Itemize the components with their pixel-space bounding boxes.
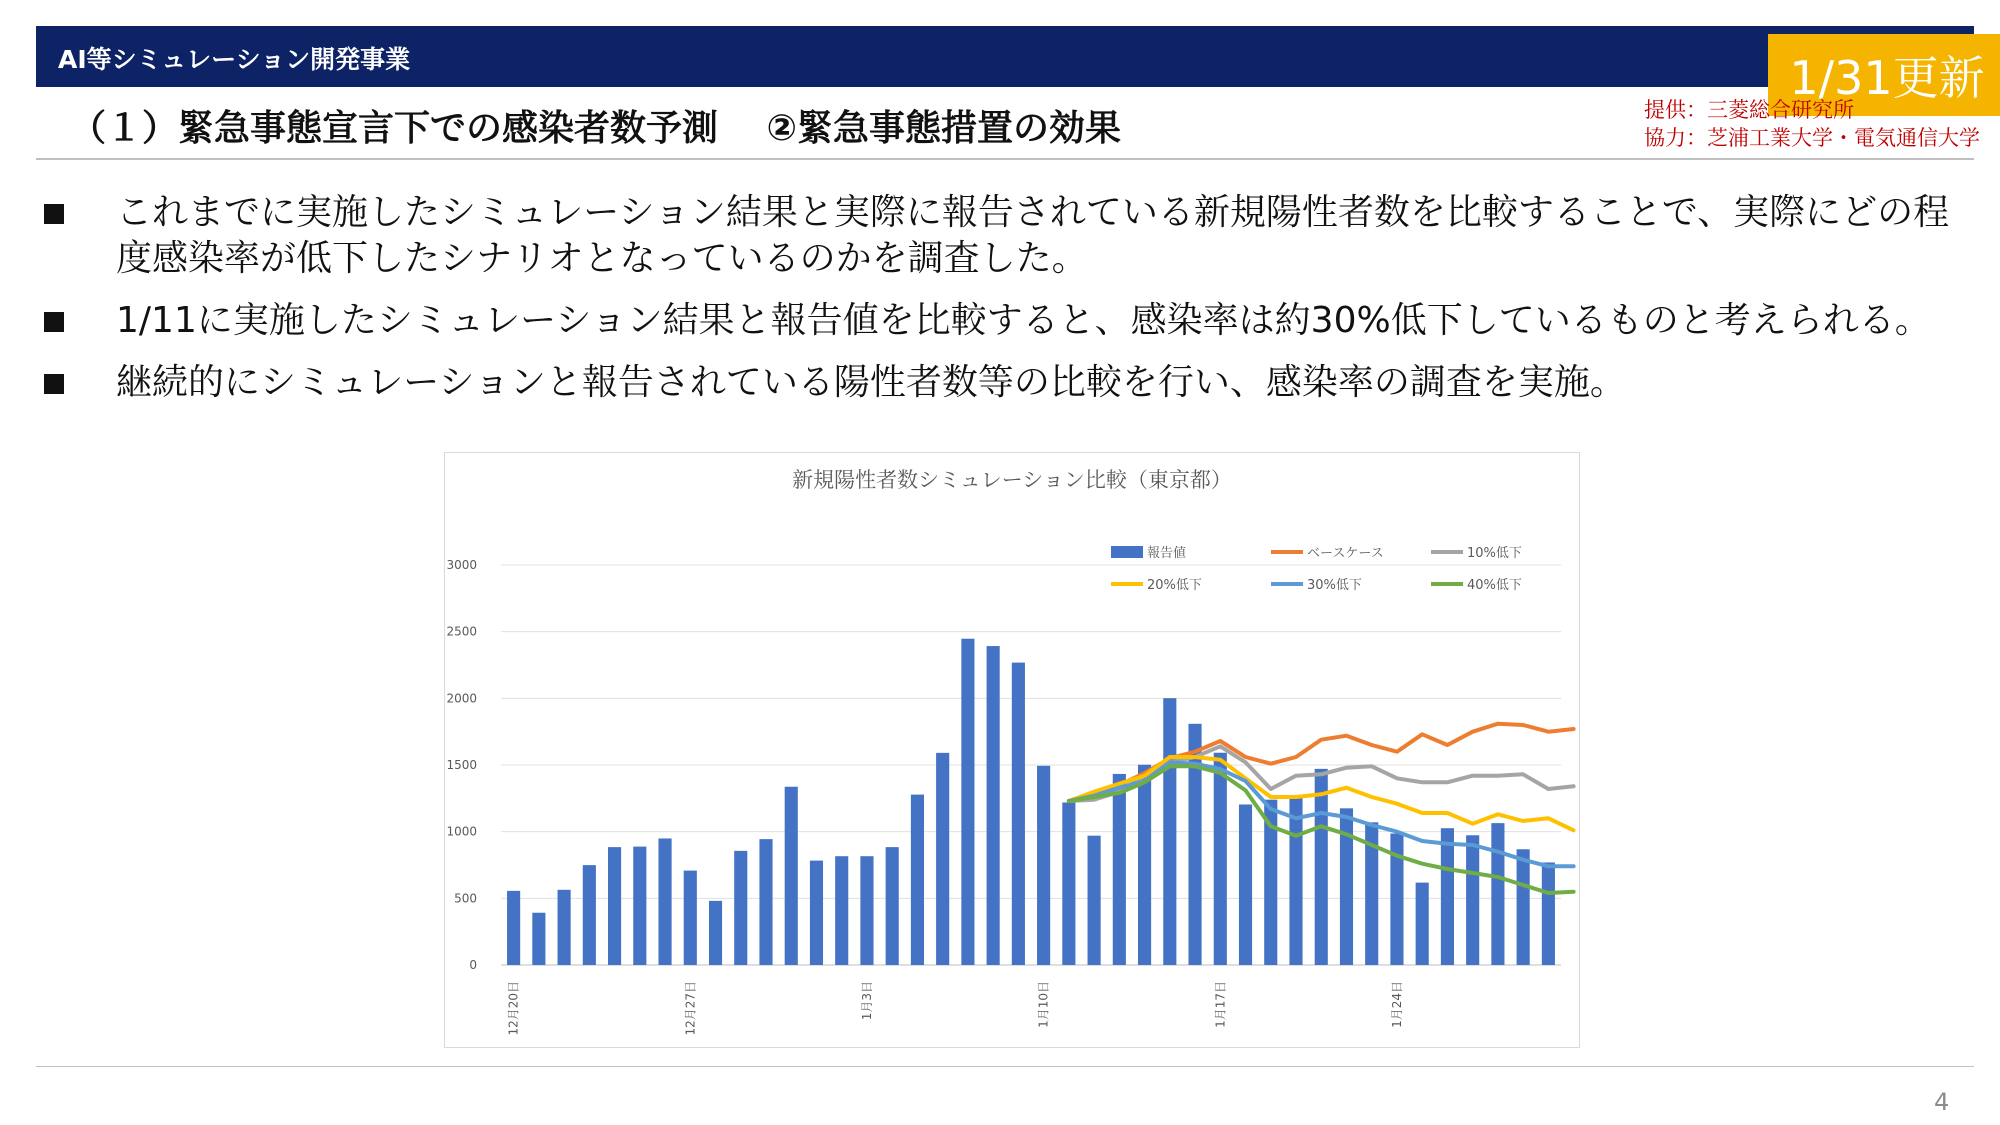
bullet-list [40,190,1960,422]
x-tick-label: 1月17日 [1213,981,1228,1028]
y-tick-label: 1000 [446,824,477,839]
legend-label: 20%低下 [1147,578,1202,593]
y-tick-label: 2500 [446,624,477,639]
bar [1441,828,1454,965]
bar [810,861,823,965]
y-tick-label: 0 [469,958,477,972]
bar [1289,795,1302,965]
x-tick-label: 1月10日 [1036,981,1051,1028]
bar [936,753,949,965]
bar [987,646,1000,965]
bar [886,847,899,965]
square-bullet-icon [44,374,64,394]
bullet-item [40,190,1960,282]
bar [1037,766,1050,965]
bar [1517,849,1530,965]
chart-svg [445,453,1579,1047]
bullet-item [40,360,1960,406]
credits [1644,96,1980,152]
bar [658,838,671,965]
bar [1416,883,1429,965]
x-tick-label: 12月20日 [506,981,521,1036]
chart-title: 新規陽性者数シミュレーション比較（東京都） [792,468,1232,492]
credit-cooperation: 協力：芝浦工業大学・電気通信大学 [1644,126,1980,150]
page-subtitle: （１）緊急事態宣言下での感染者数予測 ②緊急事態措置の効果 [70,108,1122,149]
header-title: AI等シミュレーション開発事業 [58,45,411,74]
bar [1062,802,1075,965]
x-tick-label: 1月3日 [859,981,874,1021]
bar [1163,698,1176,965]
x-tick-label: 12月27日 [683,981,698,1036]
header-divider [36,158,1974,160]
y-tick-label: 1500 [446,758,477,772]
bar [911,795,924,965]
y-tick-label: 3000 [446,558,477,572]
bar [1239,804,1252,965]
bar [759,839,772,965]
bar [1491,823,1504,965]
bar [608,847,621,965]
bullet-text: これまでに実施したシミュレーション結果と実際に報告されている新規陽性者数を比較することで、実際にどの程度感染率が低下したシナリオとなっているのかを調査した。 [116,192,1950,279]
bar [1138,765,1151,965]
legend-label: ベースケース [1307,546,1384,561]
bar [507,891,520,965]
bar [785,787,798,965]
bar [734,851,747,965]
bar [1012,663,1025,965]
bullet-text: 継続的にシミュレーションと報告されている陽性者数等の比較を行い、感染率の調査を実施。 [116,362,1626,403]
bar [1315,769,1328,965]
bullet-text: 1/11に実施したシミュレーション結果と報告値を比較すると、感染率は約30%低下しているものと考えられる。 [116,300,1931,341]
x-tick-label: 1月24日 [1389,981,1404,1028]
y-tick-label: 500 [454,891,477,906]
update-badge: 1/31更新 [1768,34,2000,116]
bar [684,871,697,965]
credit-provider: 提供：三菱総合研究所 [1644,98,1854,122]
page-number: 4 [1934,1088,1950,1116]
bar [835,856,848,965]
bar [860,856,873,965]
bar [532,913,545,965]
bar [1542,862,1555,965]
legend-label: 30%低下 [1307,578,1362,593]
bullet-item [40,298,1960,344]
header-bar [36,26,1985,105]
bar [961,639,974,965]
bar [1214,753,1227,965]
bar [1088,836,1101,965]
square-bullet-icon [44,312,64,332]
bar [558,890,571,965]
bar [709,901,722,965]
bar [633,847,646,965]
footer-divider [36,1066,1974,1067]
bar [1113,774,1126,965]
legend-label: 報告値 [1147,546,1187,561]
legend-label: 10%低下 [1467,546,1522,561]
y-tick-label: 2000 [446,691,477,706]
square-bullet-icon [44,204,64,224]
chart-container [444,452,1580,1048]
legend-label: 40%低下 [1467,578,1522,593]
bar [1466,835,1479,965]
legend-marker [1111,546,1143,558]
bar [583,865,596,965]
